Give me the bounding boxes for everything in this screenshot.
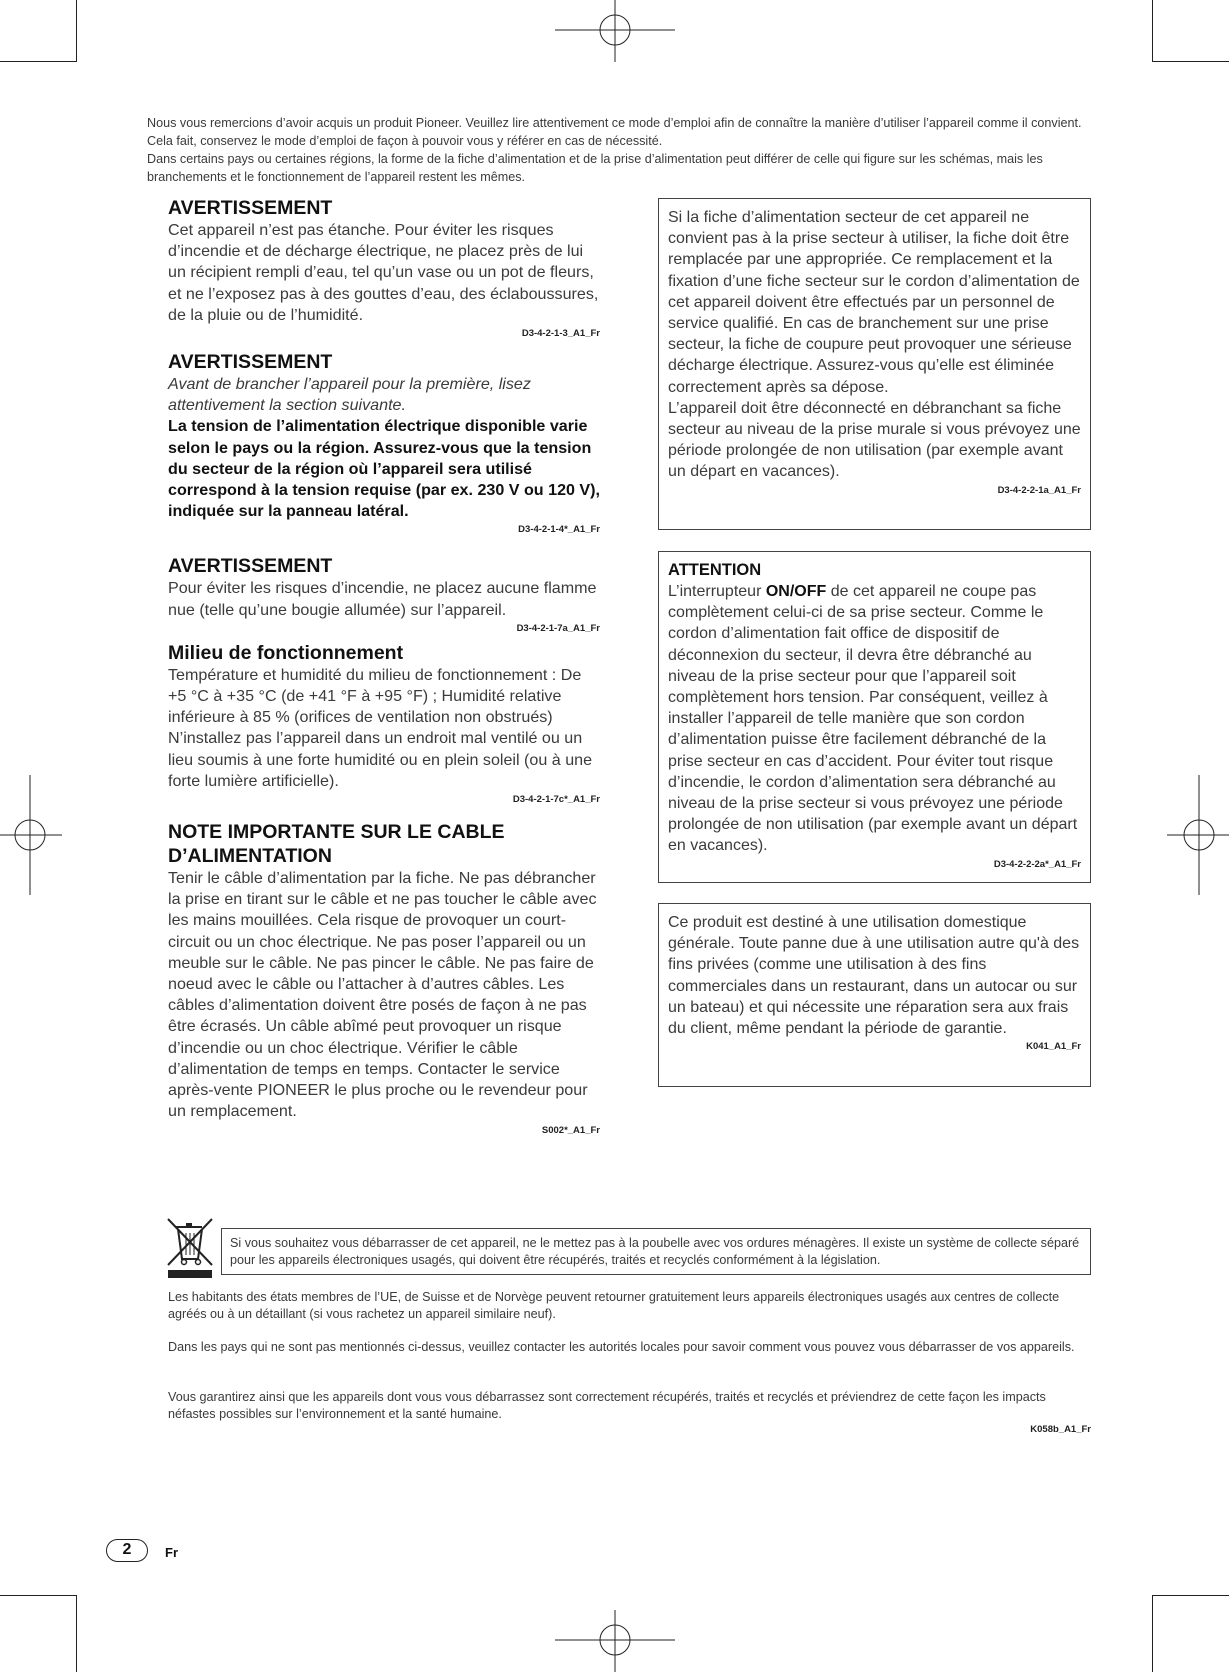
section-text: Température et humidité du milieu de fonctionnement : De +5 °C à +35 °C (de +41 °F à +95 °F) ; Humidité relative inférieure à 85 % (orifices de ventilation non obstrués) [168,665,582,727]
section-title: AVERTISSEMENT [168,351,333,374]
section-title: NOTE IMPORTANTE SUR LE CABLE D’ALIMENTATION [168,821,505,868]
section-text: Pour éviter les risques d’incendie, ne placez aucune flamme nue (telle qu’une bougie allumée) sur l’appareil. [168,579,597,619]
reference-code: D3-4-2-2-1a_A1_Fr [997,484,1081,496]
reference-code: D3-4-2-1-7c*_A1_Fr [512,794,600,806]
language-code: Fr [165,1545,178,1560]
domestic-use-box [658,903,1091,1087]
section-title: AVERTISSEMENT [168,197,333,219]
intro-text [147,114,1109,186]
box-text: L’appareil doit être déconnecté en débranchant sa fiche secteur au niveau de la prise murale si vous prévoyez une période prolongée de non utilisation (par exemple avant un départ en vacances). [668,399,1081,481]
warning-voltage [168,350,600,536]
box-text-post: de cet appareil ne coupe pas complètement celui-ci de sa prise secteur. Comme le cordon d’alimentation fait office de dispositif de déconnexion du secteur, il devra être débranché au niveau de la prise secteur pour que l’appareil soit complètement hors tension. Par conséquent, veillez à installer l’appareil de telle manière que son cordon d’alimentation puisse être facilement débranché de la prise secteur en cas d’accident. Pour éviter tout risque d’incendie, le cordon d’alimentation sera débranché au niveau de la prise secteur si vous prévoyez une période prolongée de non utilisation (par exemple avant un départ en vacances). [668,583,1078,855]
intro-paragraph: Nous vous remercions d’avoir acquis un produit Pioneer. Veuillez lire attentivement ce mode d’emploi afin de connaître la manière d’utiliser l’appareil comme il convient. Cela fait, conservez le mode d’emploi de façon à pouvoir vous y référer en cas de nécessité. [147,116,1082,148]
warning-flame [168,554,600,634]
reference-code: D3-4-2-1-4*_A1_Fr [518,524,600,536]
weee-paragraph: Vous garantirez ainsi que les appareils dont vous vous débarrassez sont correctement récupérés, traités et recyclés et préviendrez de cette façon les impacts néfastes possibles sur l’environnement et la santé humaine. [168,1390,1046,1421]
power-cable-note [168,820,600,1136]
reference-code: D3-4-2-1-7a_A1_Fr [516,622,600,634]
reference-code: K041_A1_Fr [1026,1041,1081,1053]
registration-mark-right [1167,775,1229,895]
plug-replacement-box [658,198,1091,530]
weee-box-text: Si vous souhaitez vous débarrasser de cet appareil, ne le mettez pas à la poubelle avec vos ordures ménagères. Il existe un système de collecte séparé pour les appareils électroniques usagés, qui doivent être récupérés, traités et recyclés conformément à la législation. [230,1236,1080,1267]
section-text: Tenir le câble d’alimentation par la fiche. Ne pas débrancher la prise en tirant sur le câble et ne pas toucher le câble avec les mains mouillées. Cela risque de provoquer un court-circuit ou un choc électrique. Ne pas poser l’appareil ou un meuble sur le câble. Ne pas pincer le câble. Ne pas faire de noeud avec le câble ou l’attacher à d’autres câbles. Les câbles d’alimentation doivent être posés de façon à ne pas être écrasés. Un câble abîmé peut provoquer un risque d’incendie ou un choc électrique. Vérifier le câble d’alimentation de temps en temps. Contacter le service après-vente PIONEER le plus proche ou le revendeur pour un remplacement. [168,869,597,1121]
section-italic-text: Avant de brancher l’appareil pour la première, lisez attentivement la section suivante. [168,375,531,415]
weee-paragraph: Les habitants des états membres de l’UE, de Suisse et de Norvège peuvent retourner gratuitement leurs appareils électroniques usagés aux centres de collecte agréés ou à un détaillant (si vous rachetez un appareil similaire neuf). [168,1290,1060,1321]
intro-paragraph: Dans certains pays ou certaines régions, la forme de la fiche d’alimentation et de la prise d’alimentation peut différer de celle qui figure sur les schémas, mais les branchements et le fonctionnement de l’appareil restent les mêmes. [147,152,1043,184]
section-title: AVERTISSEMENT [168,555,333,578]
registration-mark-left [0,775,62,895]
box-text: Si la fiche d’alimentation secteur de cet appareil ne convient pas à la prise secteur à utiliser, la fiche doit être remplacée par une appropriée. Ce remplacement et la fixation d’une fiche secteur sur le cordon d’alimentation de cet appareil doivent être effectués par un personnel de service qualifié. En cas de branchement sur une prise secteur, la fiche de coupure peut provoquer une sérieuse décharge électrique. Assurez-vous qu’elle est éliminée correctement après sa dépose. [668,209,1080,396]
box-text [668,581,1081,857]
page-number: 2 [106,1539,148,1562]
weee-disposal-box [221,1228,1091,1275]
reference-code: D3-4-2-2-2a*_A1_Fr [993,858,1081,870]
warning-water [168,196,600,340]
weee-paragraph: Dans les pays qui ne sont pas mentionnés ci-dessus, veuillez contacter les autorités locales pour savoir comment vous pouvez vous débarrasser de vos appareils. [168,1340,1075,1354]
section-text: Cet appareil n’est pas étanche. Pour éviter les risques d’incendie et de décharge électrique, ne placez près de lui un récipient rempli d’eau, tel qu’un vase ou un pot de fleurs, et ne l’exposez pas à des gouttes d’eau, des éclaboussures, de la pluie ou de l’humidité. [168,221,599,324]
on-off-label: ON/OFF [765,583,827,600]
section-bold-text: La tension de l’alimentation électrique disponible varie selon le pays ou la région. Assurez-vous que la tension du secteur de la région où l’appareil sera utilisé correspond à la tension requise (par ex. 230 V ou 120 V), indiquée sur la panneau latéral. [168,417,601,521]
reference-code: K058b_A1_Fr [1030,1424,1091,1435]
section-title: Milieu de fonctionnement [168,641,404,664]
attention-box [658,551,1091,883]
registration-mark-bottom [555,1610,675,1672]
box-text-pre: L’interrupteur [668,583,766,600]
registration-mark-top [555,0,675,62]
reference-code: D3-4-2-1-3_A1_Fr [521,328,600,340]
section-text: N’installez pas l’appareil dans un endroit mal ventilé ou un lieu soumis à une forte humidité ou en plein soleil (ou à une forte lumière artificielle). [168,729,593,790]
reference-code: S002*_A1_Fr [541,1124,600,1136]
box-text: Ce produit est destiné à une utilisation domestique générale. Toute panne due à une utilisation autre qu'à des fins privées (comme une utilisation à des fins commerciales dans un restaurant, dans un autocar ou sur un bateau) et qui nécessite une réparation sera aux frais du client, même pendant la période de garantie. [668,914,1080,1038]
left-column [168,196,600,1147]
box-title: ATTENTION [668,561,762,579]
operating-environment [168,641,600,806]
crossed-bin-icon [166,1215,214,1279]
